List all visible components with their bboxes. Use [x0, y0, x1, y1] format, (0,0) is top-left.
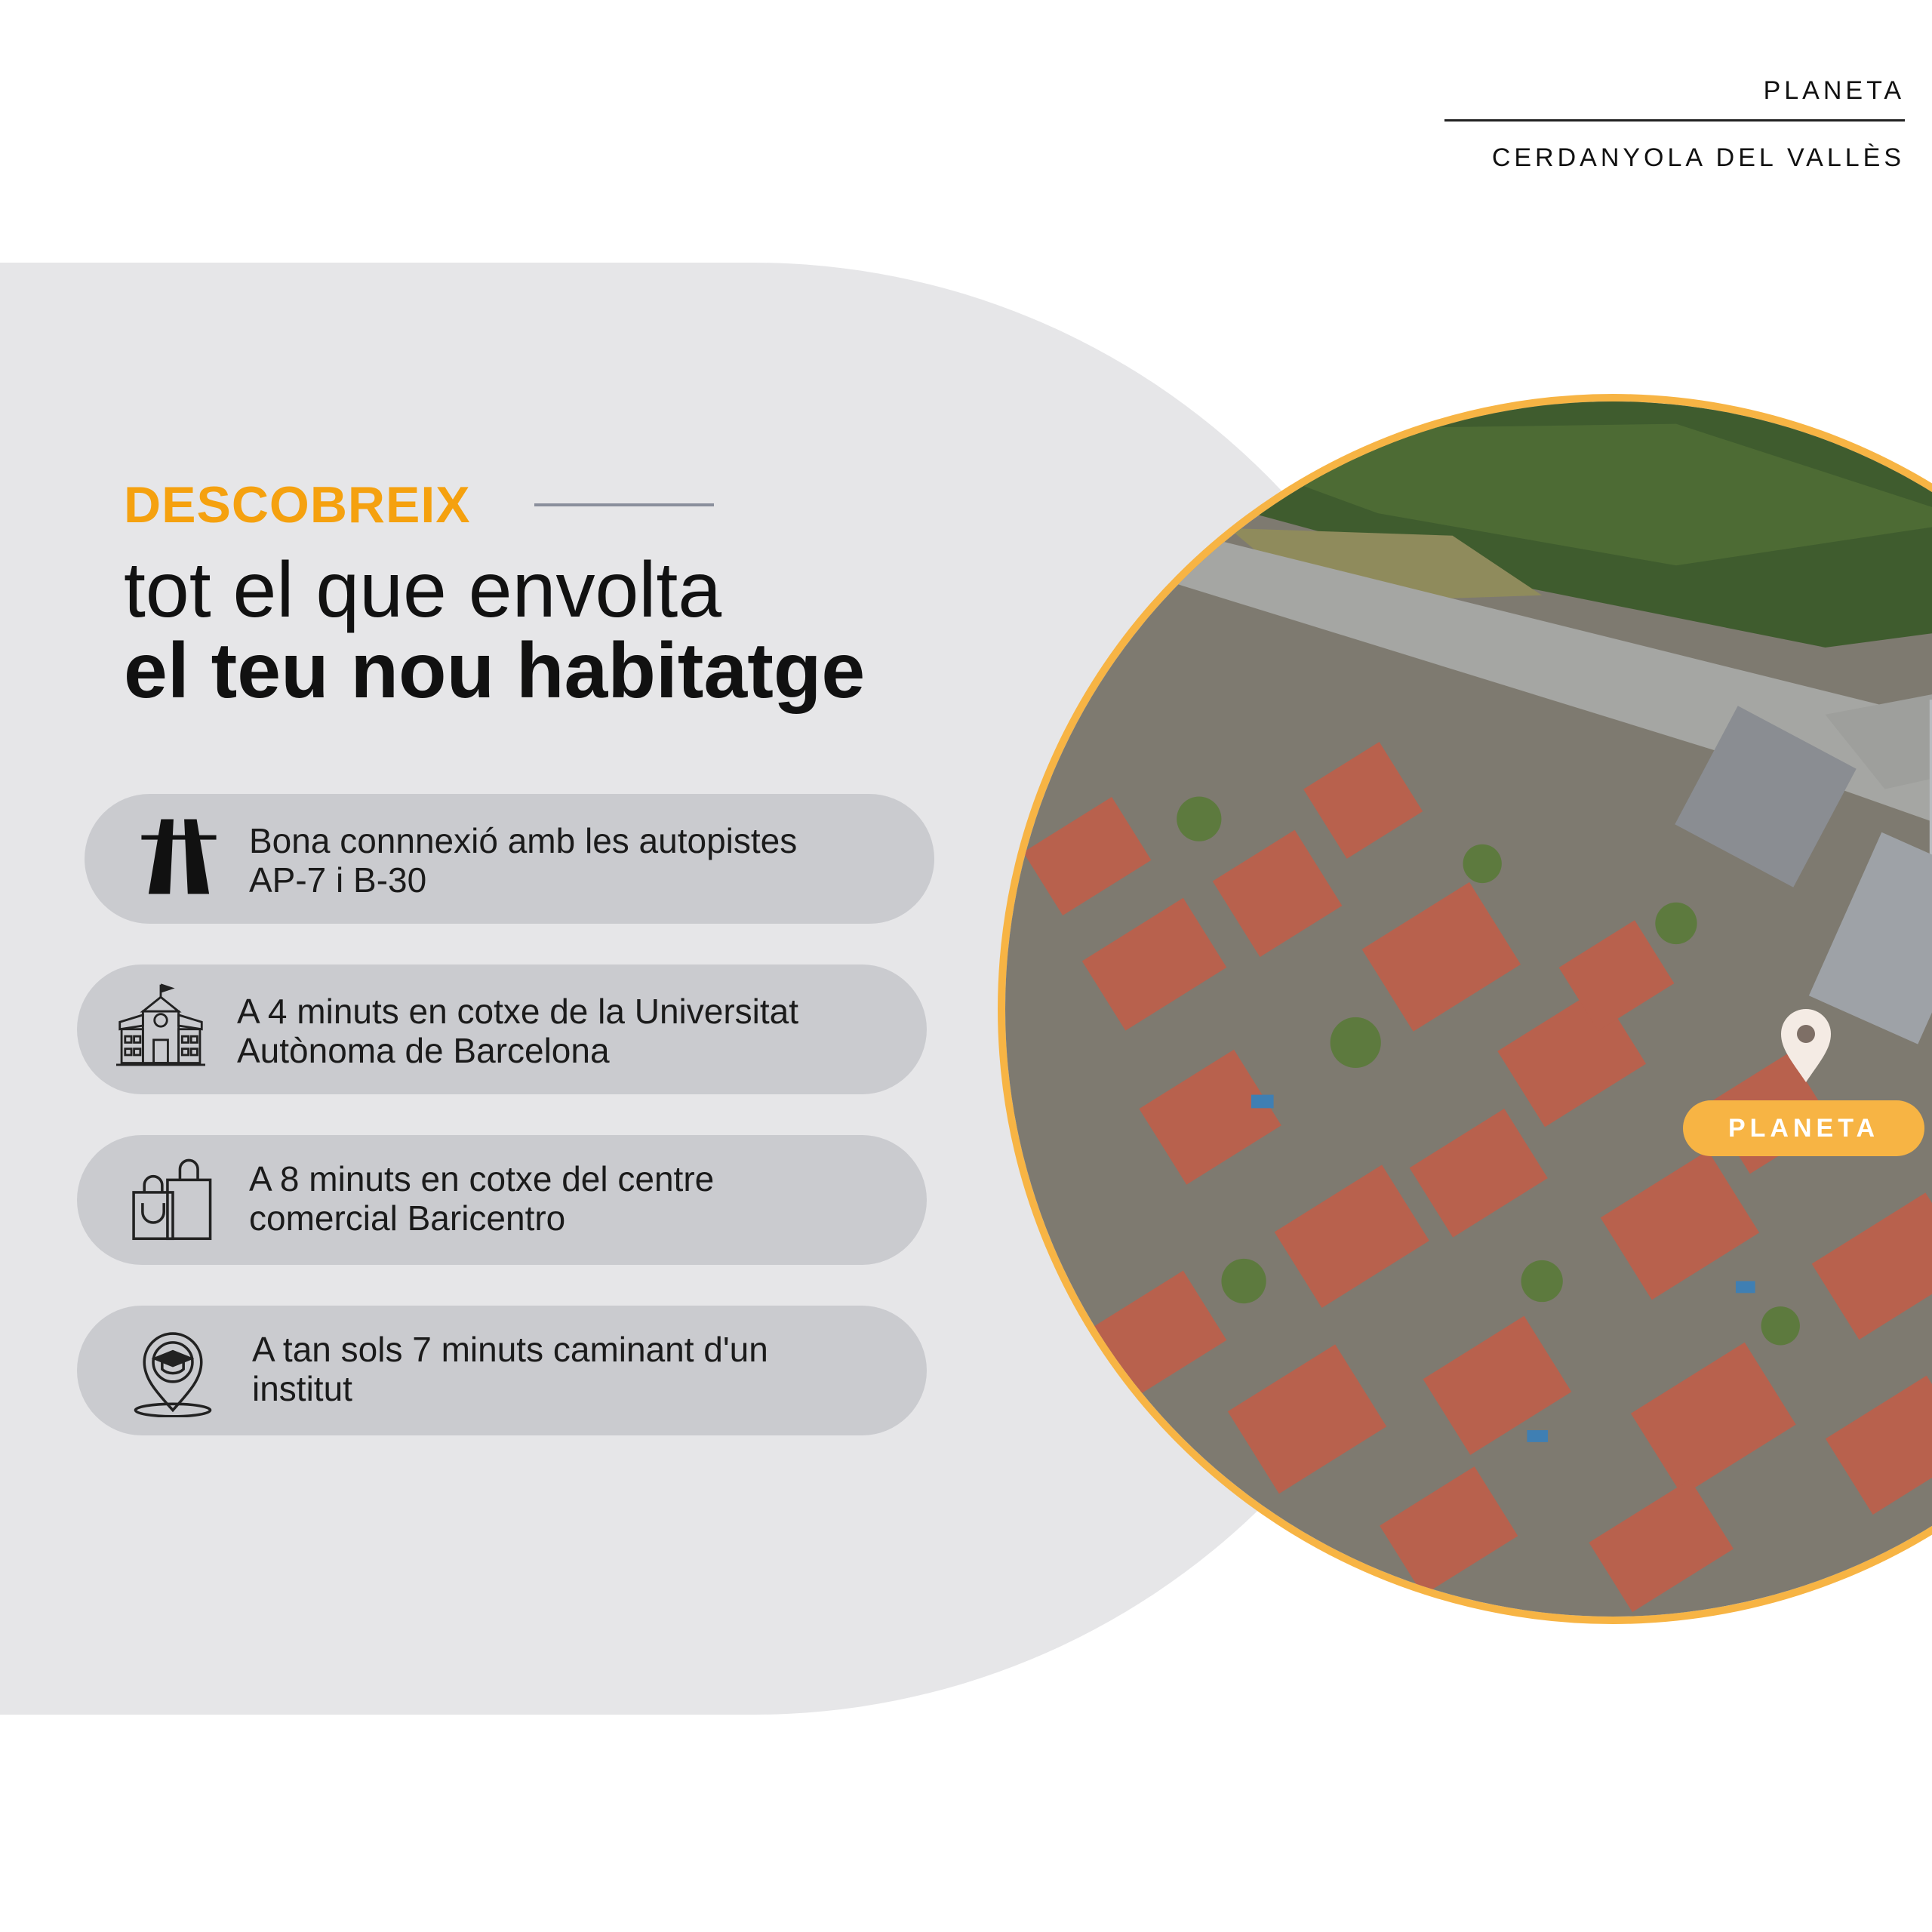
feature-pill-shopping	[77, 1135, 927, 1265]
headline-line-2: el teu nou habitatge	[124, 627, 866, 715]
school-location-icon	[128, 1328, 217, 1417]
location-pin-icon	[1778, 1008, 1834, 1084]
map-location-label: PLANETA	[1683, 1100, 1924, 1156]
shopping-bags-icon	[128, 1153, 217, 1242]
kicker-text: DESCOBREIX	[124, 476, 471, 534]
feature-text-university: A 4 minuts en cotxe de la Universitat Autònoma de Barcelona	[237, 992, 799, 1070]
headline-line-1: tot el que envolta	[124, 546, 722, 634]
feature-pill-university	[77, 964, 927, 1094]
kicker-row	[124, 475, 714, 534]
feature-pill-school	[77, 1306, 927, 1435]
brand-city: CERDANYOLA DEL VALLÈS	[1491, 143, 1905, 172]
feature-pill-highway	[85, 794, 934, 924]
feature-text-shopping: A 8 minuts en cotxe del centre comercial Baricentro	[249, 1159, 715, 1238]
brand-name: PLANETA	[1763, 76, 1905, 105]
brand-divider	[1444, 119, 1905, 122]
feature-text-highway: Bona connnexió amb les autopistes AP-7 i B-30	[249, 821, 798, 900]
highway-icon	[134, 812, 223, 901]
kicker-divider	[534, 503, 714, 506]
brand-block	[1444, 72, 1905, 176]
feature-text-school: A tan sols 7 minuts caminant d'un institut	[252, 1330, 768, 1408]
university-icon	[116, 981, 205, 1070]
